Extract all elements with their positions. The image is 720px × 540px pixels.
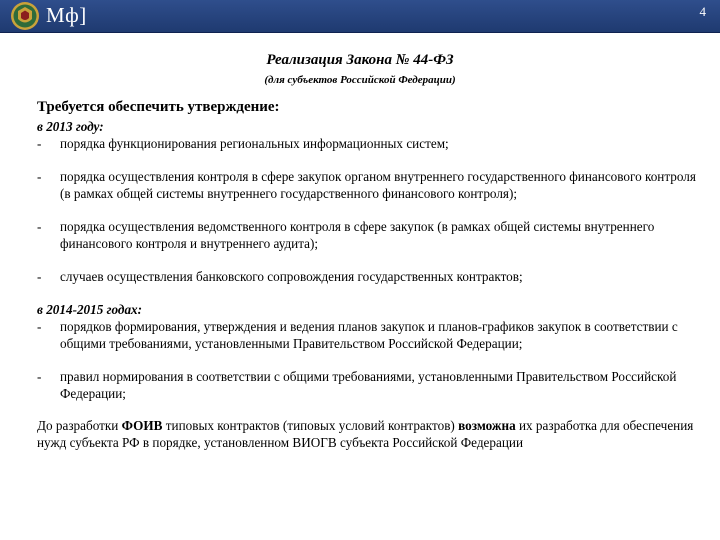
period-2014-2015-heading: в 2014-2015 годах: bbox=[37, 302, 143, 317]
list-item-text: правил нормирования в соответствии с общими требованиями, установленными Правительством Российской Федерации; bbox=[60, 369, 677, 401]
closing-text-3: их разработка для обеспечения нужд субъекта РФ в порядке, установленном ВИОГВ субъекта Российской Федерации bbox=[37, 418, 694, 450]
main-content bbox=[37, 97, 697, 451]
list-item bbox=[37, 368, 697, 402]
closing-text-2: типовых контрактов (типовых условий контрактов) bbox=[162, 418, 459, 433]
list-item bbox=[37, 135, 697, 152]
list-item bbox=[37, 268, 697, 285]
closing-text-1: До разработки bbox=[37, 418, 122, 433]
list-dash: - bbox=[37, 219, 42, 234]
requirements-list-2014-2015 bbox=[37, 318, 697, 402]
ministry-emblem-icon bbox=[10, 1, 40, 31]
brand-logo-text: Мф] bbox=[46, 3, 87, 27]
list-dash: - bbox=[37, 269, 42, 284]
list-item bbox=[37, 168, 697, 202]
list-item bbox=[37, 318, 697, 352]
list-item-text: порядка осуществления контроля в сфере закупок органом внутреннего государственного финансового контроля (в рамках общей системы внутреннего государственного финансового контроля); bbox=[60, 169, 696, 201]
header-bar bbox=[0, 0, 720, 33]
slide-number: 4 bbox=[699, 4, 706, 19]
list-item bbox=[37, 218, 697, 252]
page-subtitle: (для субъектов Российской Федерации) bbox=[264, 74, 456, 86]
closing-bold-possible: возможна bbox=[458, 418, 516, 433]
list-dash: - bbox=[37, 319, 42, 334]
list-dash: - bbox=[37, 169, 42, 184]
list-item-text: порядков формирования, утверждения и ведения планов закупок и планов-графиков закупок в соответствии с общими требованиями, установленными Правительством Российской Федерации; bbox=[60, 319, 678, 351]
closing-bold-foiv: ФОИВ bbox=[121, 418, 163, 433]
list-item-text: случаев осуществления банковского сопровождения государственных контрактов; bbox=[60, 269, 523, 284]
list-item-text: порядка функционирования региональных информационных систем; bbox=[60, 136, 449, 151]
intro-heading: Требуется обеспечить утверждение: bbox=[37, 99, 280, 115]
list-dash: - bbox=[37, 136, 42, 151]
closing-paragraph bbox=[37, 417, 697, 451]
page-title: Реализация Закона № 44-ФЗ bbox=[266, 52, 454, 68]
requirements-list-2013 bbox=[37, 135, 697, 285]
list-item-text: порядка осуществления ведомственного контроля в сфере закупок (в рамках общей системы внутреннего финансового контроля и внутреннего аудита); bbox=[60, 219, 655, 251]
list-dash: - bbox=[37, 369, 42, 384]
period-2013-heading: в 2013 году: bbox=[37, 119, 104, 134]
